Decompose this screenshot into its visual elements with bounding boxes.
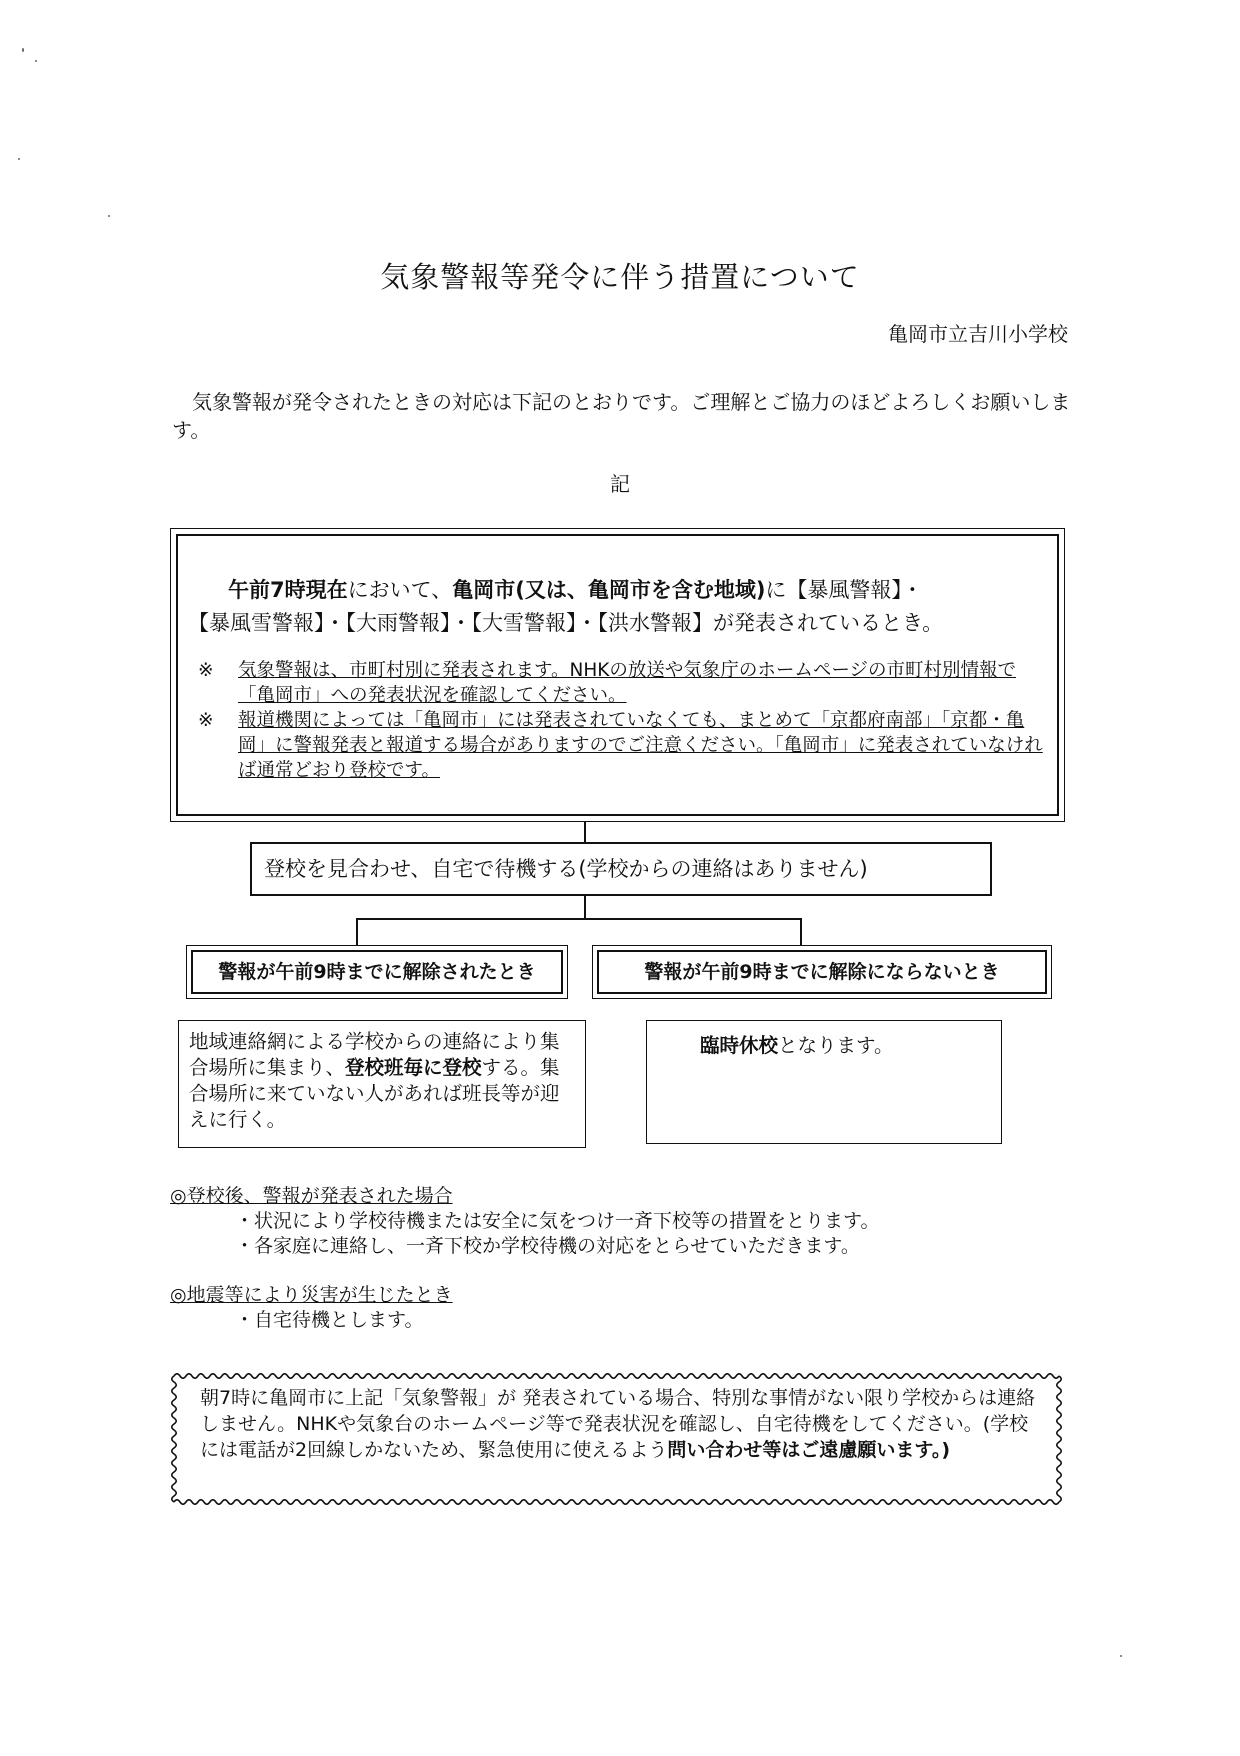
condition-box: [170, 528, 1065, 822]
condition-part1: において、: [347, 578, 453, 602]
note-text: 報道機関によっては「亀岡市」には発表されていなくても、まとめて「京都府南部」「京都・亀岡」に警報発表と報道する場合がありますのでご注意ください。「亀岡市」に発表されていなければ通常どおり登校です。: [238, 710, 1043, 781]
condition-part2: に【暴風警報】・: [765, 578, 923, 602]
wait-at-home-box: 登校を見合わせ、自宅で待機する(学校からの連絡はありません): [250, 842, 992, 896]
scan-speck: [108, 215, 110, 217]
result-attend-text-a: 地域連絡網による学校からの連絡により集合場所に集まり、: [189, 1030, 560, 1079]
condition-area: 亀岡市(又は、亀岡市を含む地域): [452, 578, 766, 602]
section-item: ・各家庭に連絡し、一斉下校か学校待機の対応をとらせていただきます。: [235, 1235, 860, 1257]
connector-line: [584, 896, 586, 918]
earthquake-section: [170, 1283, 453, 1333]
scan-speck: [18, 158, 20, 160]
condition-box-inner: [176, 534, 1059, 816]
connector-line: [356, 918, 358, 945]
connector-line: [800, 918, 802, 945]
note-text: 気象警報は、市町村別に発表されます。NHKの放送や気象庁のホームページの市町村別情報で「亀岡市」への発表状況を確認してください。: [238, 660, 1017, 706]
condition-time: 午前7時現在: [228, 578, 348, 602]
section-heading: ◎登校後、警報が発表された場合: [170, 1185, 453, 1207]
scan-speck: [1120, 1655, 1122, 1657]
note-mark: ※: [198, 710, 214, 731]
notice-text: [200, 1385, 1045, 1463]
result-closed-bold: 臨時休校: [700, 1034, 779, 1057]
note-mark: ※: [198, 660, 214, 681]
connector-line: [584, 822, 586, 842]
section-heading: ◎地震等により災害が生じたとき: [170, 1284, 453, 1306]
result-closed-box: [646, 1020, 1002, 1144]
notes-list: [198, 658, 1048, 783]
branch-lifted-label: 警報が午前9時までに解除されたとき: [191, 950, 563, 994]
branch-not-lifted-label: 警報が午前9時までに解除にならないとき: [597, 950, 1047, 994]
notice-box: [170, 1372, 1063, 1506]
after-arrival-section: [170, 1184, 879, 1259]
ki-mark: 記: [610, 472, 630, 496]
branch-not-lifted-box: [592, 945, 1052, 999]
result-attend-bold: 登校班毎に登校: [345, 1056, 482, 1079]
notice-text-a: 朝7時に亀岡市に上記「気象警報」が 発表されている場合、特別な事情がない限り学校からは連絡しません。NHKや気象台のホームページ等で発表状況を確認し、自宅待機をしてください。(学校には電話が2回線しかないため、緊急使用に使えるよう: [200, 1387, 1036, 1461]
connector-line: [356, 918, 802, 920]
condition-line-2: 【暴風雪警報】・【大雨警報】・【大雪警報】・【洪水警報】が発表されているとき。: [188, 611, 944, 635]
condition-text: [188, 574, 1053, 640]
result-attend-text-c: する。集合場所に来ていない人があれば班長等が迎えに行く。: [189, 1056, 560, 1131]
intro-paragraph: 気象警報が発令されたときの対応は下記のとおりです。ご理解とご協力のほどよろしくお願いします。: [172, 390, 1071, 442]
notice-text-bold: 問い合わせ等はご遠慮願います。): [667, 1439, 951, 1461]
section-item: ・状況により学校待機または安全に気をつけ一斉下校等の措置をとります。: [235, 1210, 880, 1232]
page-title: 気象警報等発令に伴う措置について: [380, 260, 860, 294]
note-item: [198, 658, 1048, 708]
result-attend-box: [178, 1020, 586, 1148]
scan-speck: [35, 60, 37, 62]
note-item: [198, 708, 1048, 783]
school-name: 亀岡市立吉川小学校: [888, 322, 1068, 346]
section-item: ・自宅待機とします。: [235, 1309, 424, 1331]
branch-lifted-box: [186, 945, 568, 999]
result-closed-text: となります。: [778, 1034, 894, 1057]
scan-speck: [22, 48, 24, 52]
condition-line-1: [188, 574, 1053, 607]
